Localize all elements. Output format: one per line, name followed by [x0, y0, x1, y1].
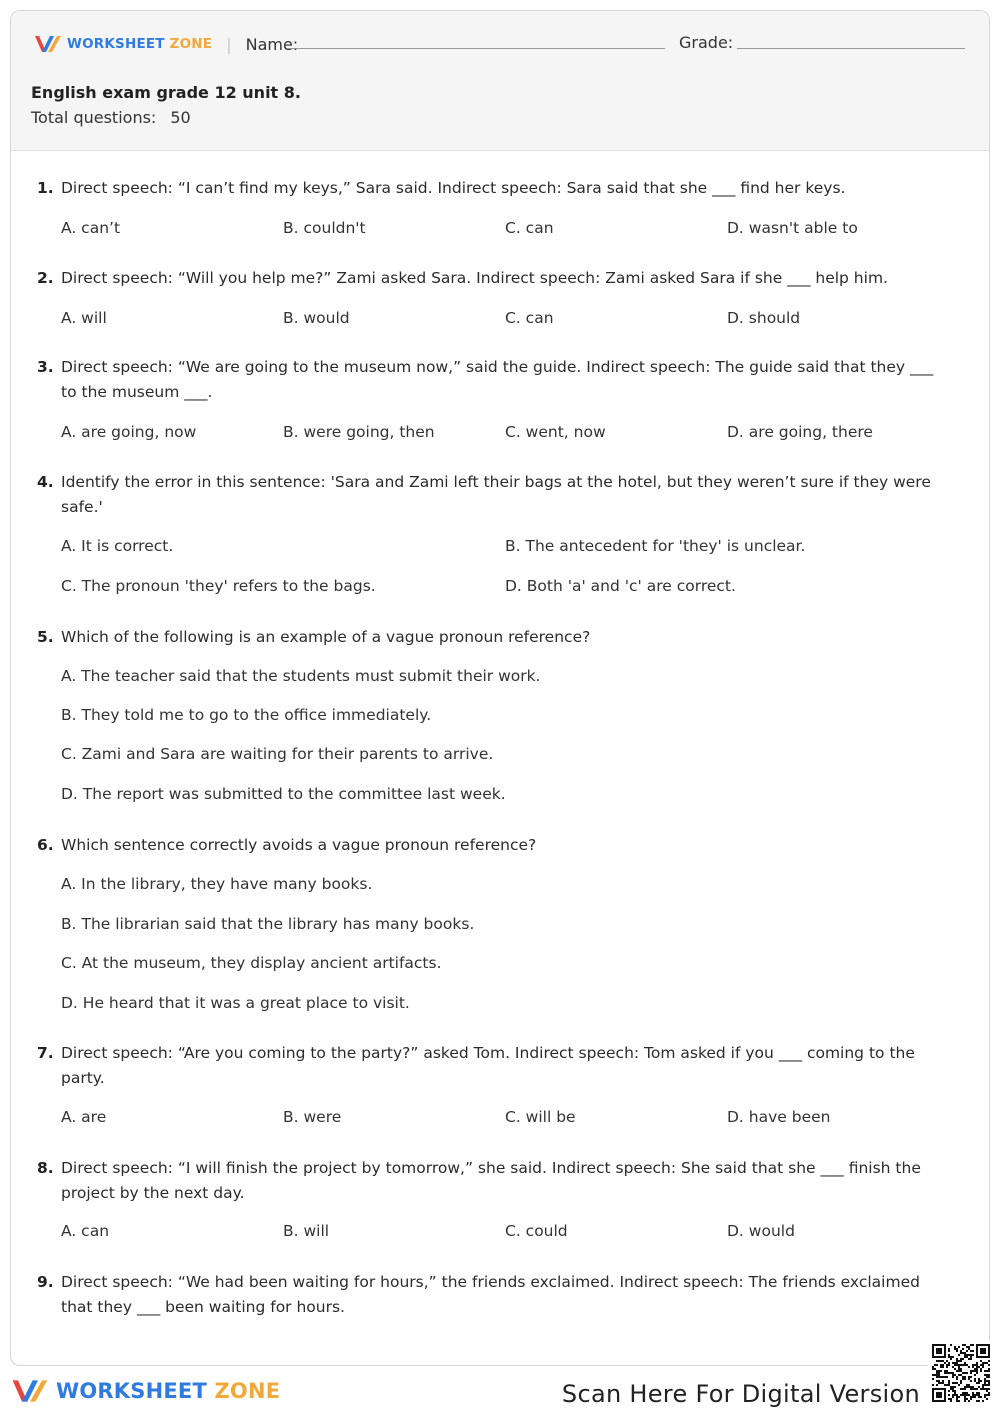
option-c[interactable]: C. Zami and Sara are waiting for their parents to arrive.	[61, 745, 494, 763]
question-text: Direct speech: “We are going to the museum now,” said the guide. Indirect speech: The guide said that they ___ to the museum ___.	[61, 358, 934, 401]
brand-name: WORKSHEET ZONE	[56, 1379, 281, 1403]
option-b[interactable]: B. will	[283, 1222, 330, 1240]
option-a[interactable]: A. can	[61, 1222, 110, 1240]
question-number: 4.	[37, 473, 54, 491]
option-a[interactable]: A. are	[61, 1108, 107, 1126]
option-d[interactable]: D. The report was submitted to the committee last week.	[61, 785, 506, 803]
option-d[interactable]: D. wasn't able to	[727, 219, 858, 237]
worksheet-card	[10, 10, 990, 1366]
page-footer	[0, 1370, 1000, 1414]
option-b[interactable]: B. were going, then	[283, 423, 435, 441]
option-c[interactable]: C. The pronoun 'they' refers to the bags.	[61, 577, 376, 595]
qr-code-icon[interactable]	[928, 1340, 994, 1406]
question-number: 6.	[37, 836, 54, 854]
total-questions	[31, 108, 191, 127]
grade-input-line[interactable]	[737, 48, 965, 49]
option-d[interactable]: D. have been	[727, 1108, 831, 1126]
option-c[interactable]: C. will be	[505, 1108, 576, 1126]
question-number: 7.	[37, 1044, 54, 1062]
option-d[interactable]: D. would	[727, 1222, 795, 1240]
option-a[interactable]: A. The teacher said that the students must submit their work.	[61, 667, 541, 685]
option-c[interactable]: C. can	[505, 309, 554, 327]
question-number: 1.	[37, 179, 54, 197]
worksheetzone-logo-icon	[33, 33, 63, 55]
question-text: Which sentence correctly avoids a vague pronoun reference?	[61, 836, 537, 854]
option-c[interactable]: C. At the museum, they display ancient artifacts.	[61, 954, 442, 972]
question-text: Direct speech: “I will finish the project by tomorrow,” she said. Indirect speech: She said that she ___ finish the project by the next day.	[61, 1159, 921, 1202]
option-a[interactable]: A. It is correct.	[61, 537, 174, 555]
option-c[interactable]: C. could	[505, 1222, 568, 1240]
option-a[interactable]: A. In the library, they have many books.	[61, 875, 373, 893]
option-d[interactable]: D. are going, there	[727, 423, 873, 441]
name-input-line[interactable]	[287, 48, 665, 49]
option-c[interactable]: C. went, now	[505, 423, 606, 441]
exam-title: English exam grade 12 unit 8.	[31, 83, 301, 102]
header-divider: |	[226, 34, 232, 54]
total-questions-value: 50	[170, 108, 191, 127]
option-b[interactable]: B. would	[283, 309, 350, 327]
question-text: Identify the error in this sentence: 'Sara and Zami left their bags at the hotel, but they weren’t sure if they were safe.'	[61, 473, 931, 516]
option-b[interactable]: B. The librarian said that the library has many books.	[61, 915, 475, 933]
worksheetzone-logo-icon	[10, 1376, 50, 1406]
question-text: Direct speech: “Will you help me?” Zami asked Sara. Indirect speech: Zami asked Sara if she ___ help him.	[61, 269, 888, 287]
option-b[interactable]: B. were	[283, 1108, 342, 1126]
question-text: Direct speech: “Are you coming to the party?” asked Tom. Indirect speech: Tom asked if you ___ coming to the party.	[61, 1044, 915, 1087]
option-d[interactable]: D. Both 'a' and 'c' are correct.	[505, 577, 736, 595]
worksheet-header	[11, 11, 989, 151]
option-b[interactable]: B. They told me to go to the office immediately.	[61, 706, 432, 724]
total-questions-label: Total questions:	[31, 108, 157, 127]
grade-label: Grade:	[679, 33, 734, 52]
option-d[interactable]: D. should	[727, 309, 801, 327]
option-a[interactable]: A. are going, now	[61, 423, 197, 441]
scan-caption: Scan Here For Digital Version	[561, 1380, 920, 1408]
option-d[interactable]: D. He heard that it was a great place to visit.	[61, 994, 410, 1012]
brand-name: WORKSHEET ZONE	[67, 36, 213, 52]
option-b[interactable]: B. The antecedent for 'they' is unclear.	[505, 537, 806, 555]
name-label: Name:	[245, 34, 299, 54]
question-number: 2.	[37, 269, 54, 287]
option-b[interactable]: B. couldn't	[283, 219, 366, 237]
option-c[interactable]: C. can	[505, 219, 554, 237]
question-text: Direct speech: “We had been waiting for hours,” the friends exclaimed. Indirect speech: The friends exclaimed that they ___ been waiting for hours.	[61, 1273, 920, 1316]
question-number: 8.	[37, 1159, 54, 1177]
option-a[interactable]: A. can’t	[61, 219, 121, 237]
brand-logo-bottom	[10, 1376, 280, 1406]
question-number: 9.	[37, 1273, 54, 1291]
question-text: Direct speech: “I can’t find my keys,” Sara said. Indirect speech: Sara said that she ___ find her keys.	[61, 179, 846, 197]
qr-code-graphic	[932, 1344, 990, 1402]
brand-logo-top	[33, 33, 298, 55]
question-number: 5.	[37, 628, 54, 646]
question-number: 3.	[37, 358, 54, 376]
option-a[interactable]: A. will	[61, 309, 107, 327]
question-text: Which of the following is an example of a vague pronoun reference?	[61, 628, 591, 646]
